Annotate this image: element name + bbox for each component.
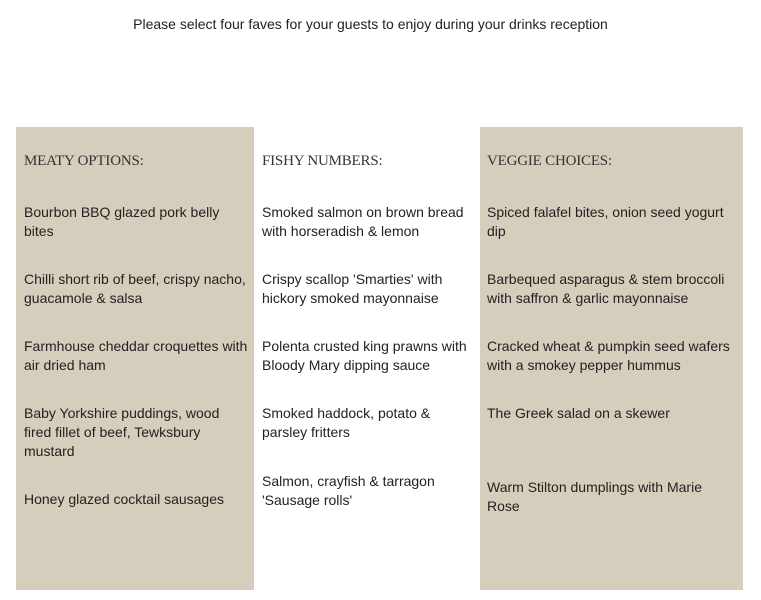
meaty-options-panel <box>16 127 254 590</box>
menu-item: Bourbon BBQ glazed pork belly bites <box>24 204 220 239</box>
veggie-choices-panel <box>480 127 743 590</box>
menu-item: Smoked haddock, potato & parsley fritters <box>262 405 431 440</box>
menu-item: Farmhouse cheddar croquettes with air dried ham <box>24 338 248 373</box>
column-heading: VEGGIE CHOICES: <box>487 153 612 169</box>
menu-item: Salmon, crayfish & tarragon 'Sausage rolls' <box>262 473 435 508</box>
menu-item: Chilli short rib of beef, crispy nacho, guacamole & salsa <box>24 271 246 306</box>
menu-item: Spiced falafel bites, onion seed yogurt dip <box>487 204 724 239</box>
menu-item: Smoked salmon on brown bread with horseradish & lemon <box>262 204 464 239</box>
page-title: Please select four faves for your guests to enjoy during your drinks reception <box>133 16 608 32</box>
menu-item: Baby Yorkshire puddings, wood fired fillet of beef, Tewksbury mustard <box>24 405 220 459</box>
column-heading: MEATY OPTIONS: <box>24 153 144 169</box>
fishy-numbers-panel <box>254 127 480 590</box>
menu-item: The Greek salad on a skewer <box>487 405 670 421</box>
menu-item: Barbequed asparagus & stem broccoli with saffron & garlic mayonnaise <box>487 271 725 306</box>
column-heading: FISHY NUMBERS: <box>262 153 383 169</box>
menu-item: Warm Stilton dumplings with Marie Rose <box>487 479 702 514</box>
menu-item: Cracked wheat & pumpkin seed wafers with a smokey pepper hummus <box>487 338 730 373</box>
menu-item: Polenta crusted king prawns with Bloody Mary dipping sauce <box>262 338 467 373</box>
menu-item: Honey glazed cocktail sausages <box>24 491 225 507</box>
menu-item: Crispy scallop 'Smarties' with hickory smoked mayonnaise <box>262 271 443 306</box>
